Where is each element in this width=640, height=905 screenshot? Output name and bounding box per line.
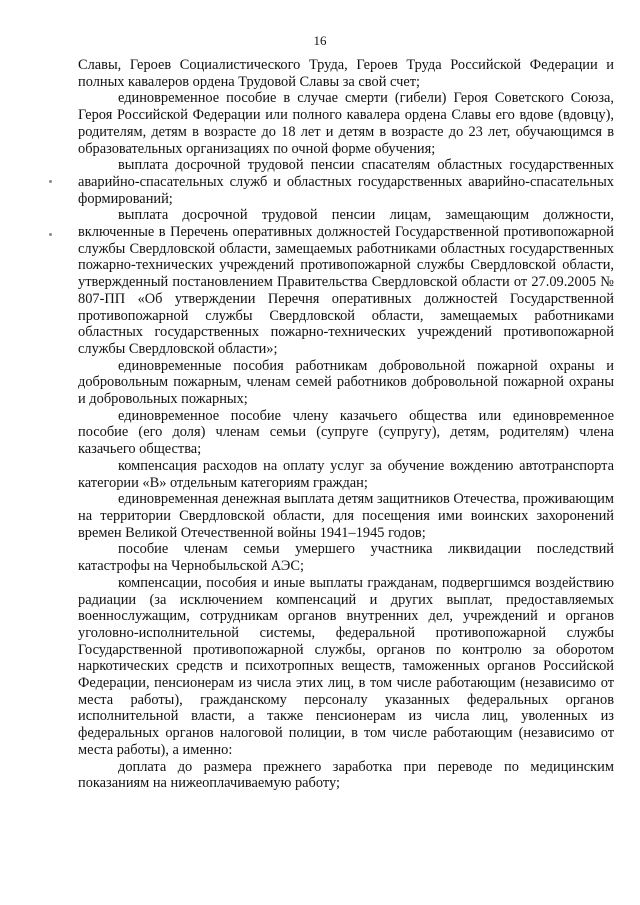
paragraph: пособие членам семьи умершего участника ликвидации последствий катастрофы на Чернобыльской АЭС; — [78, 541, 614, 575]
page-number: 16 — [313, 33, 327, 48]
paragraph: выплата досрочной трудовой пенсии спасателям областных государственных аварийно-спасательных служб и областных государственных аварийно-спасательных формирований; — [78, 157, 614, 207]
scan-mark — [49, 180, 52, 183]
paragraph: Славы, Героев Социалистического Труда, Героев Труда Российской Федерации и полных кавалеров ордена Трудовой Славы за свой счет; — [78, 57, 614, 90]
paragraph: компенсации, пособия и иные выплаты гражданам, подвергшимся воздействию радиации (за исключением компенсаций и других выплат, предоставляемых военнослужащим, сотрудникам органов внутренних дел, учреждений и органов уголовно-исполнительной системы, федеральной противопожарной службы Государственной противопожарной службы, органов по контролю за оборотом наркотических средств и психотропных веществ, таможенных органов Российской Федерации, пенсионерам из числа этих лиц, в том числе работающим (независимо от места работы), гражданскому персоналу указанных федеральных органов исполнительной власти, а также пенсионерам из числа лиц, уволенных из федеральных органов налоговой полиции, в том числе работающим (независимо от места работы), а именно: — [78, 574, 614, 758]
paragraph: компенсация расходов на оплату услуг за обучение вождению автотранспорта категории «В» отдельным категориям граждан; — [78, 457, 614, 491]
paragraph: единовременное пособие члену казачьего общества или единовременное пособие (его доля) членам семьи (супруге (супругу), детям, родителям) члена казачьего общества; — [78, 407, 614, 458]
paragraph: доплата до размера прежнего заработка при переводе по медицинским показаниям на нижеоплачиваемую работу; — [78, 758, 614, 792]
paragraph: единовременные пособия работникам добровольной пожарной охраны и добровольным пожарным, членам семей работников добровольной пожарной охраны и добровольных пожарных; — [78, 357, 614, 408]
paragraph: единовременное пособие в случае смерти (гибели) Героя Советского Союза, Героя Российской Федерации или полного кавалера ордена Славы его вдове (вдовцу), родителям, детям в возрасте до 18 лет и детям в возрасте до 23 лет, обучающимся в образовательных организациях по очной форме обучения; — [78, 90, 614, 157]
paragraph: единовременная денежная выплата детям защитников Отечества, проживающим на территории Свердловской области, для посещения ими воинских захоронений времен Великой Отечественной войны 1941–1945 годов; — [78, 491, 614, 541]
scan-mark — [49, 233, 52, 236]
paragraph: выплата досрочной трудовой пенсии лицам, замещающим должности, включенные в Перечень оперативных должностей Государственной противопожарной службы Свердловской области, замещаемых работниками областных государственных пожарно-технических учреждений противопожарной службы Свердловской области, утвержденный постановлением Правительства Свердловской области от 27.09.2005 № 807-ПП «Об утверждении Перечня оперативных должностей Государственной противопожарной службы Свердловской области, замещаемых работниками областных государственных пожарно-технических учреждений противопожарной службы Свердловской области»; — [78, 207, 614, 357]
document-body — [78, 57, 614, 792]
